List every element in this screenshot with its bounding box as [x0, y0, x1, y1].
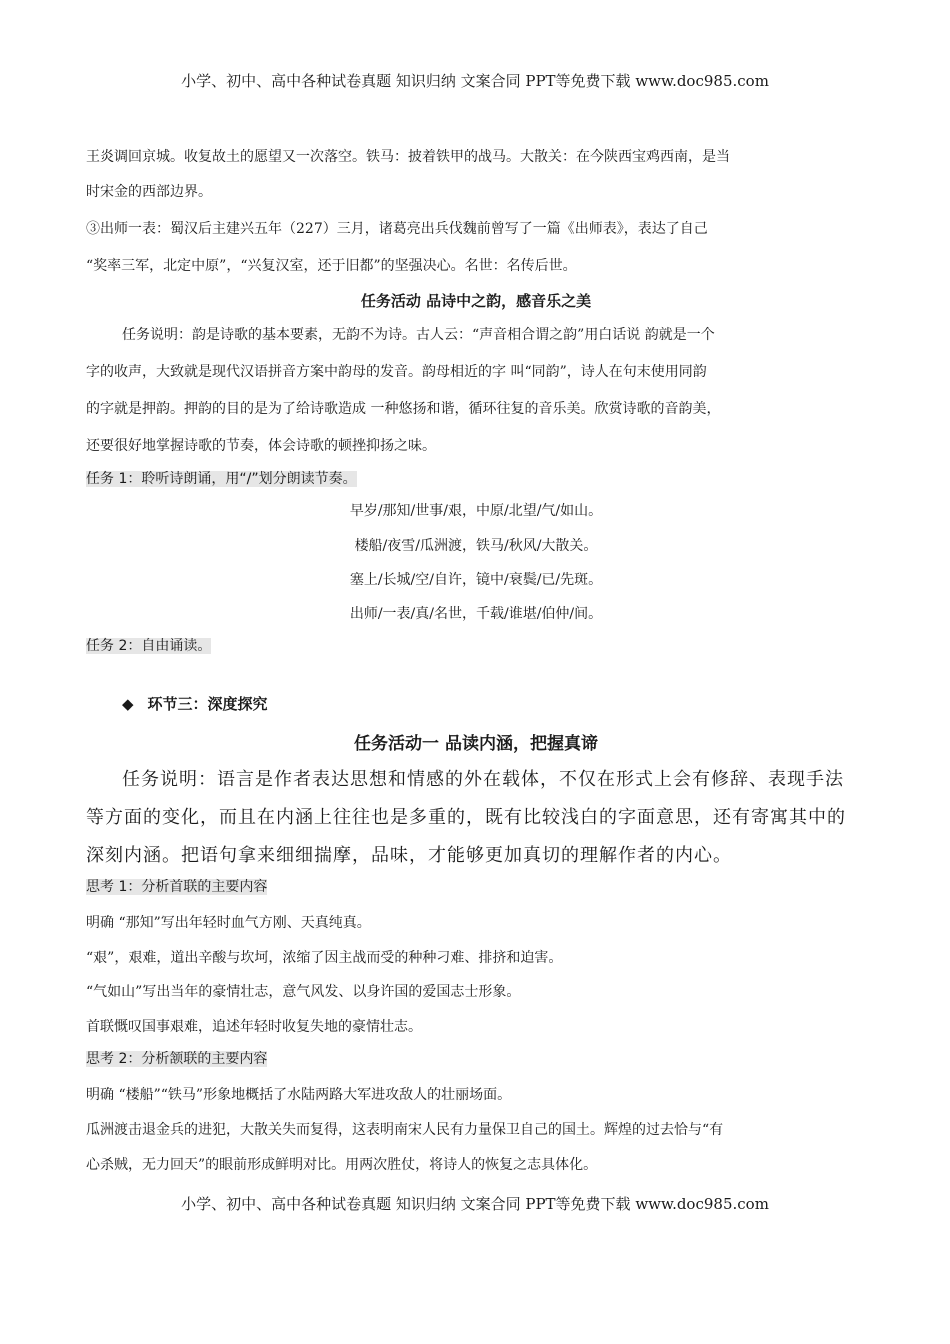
- answer-line: 心杀贼，无力回天”的眼前形成鲜明对比。用两次胜仗，将诗人的恢复之志具体化。: [86, 1157, 598, 1173]
- poem-line: 楼船/夜雪/瓜洲渡，铁马/秋风/大散关。: [354, 538, 598, 554]
- poem-line: 早岁/那知/世事/艰，中原/北望/气/如山。: [349, 503, 603, 519]
- note-line: ③出师一表：蜀汉后主建兴五年（227）三月，诸葛亮出兵伐魏前曾写了一篇《出师表》，表达了自己: [86, 221, 708, 237]
- poem-line: 塞上/长城/空/自许，镜中/衰鬓/已/先斑。: [349, 572, 603, 588]
- page-header: 小学、初中、高中各种试卷真题 知识归纳 文案合同 PPT等免费下载 www.doc985.com: [181, 72, 769, 90]
- think-1-label: 思考 1：分析首联的主要内容: [86, 879, 268, 895]
- note-line: “奖率三军，北定中原”，“兴复汉室，还于旧都”的坚强决心。名世：名传后世。: [86, 258, 577, 274]
- task-2-label: 任务 2：自由诵读。: [86, 638, 212, 654]
- activity-desc-line: 等方面的变化，而且在内涵上往往也是多重的，既有比较浅白的字面意思，还有寄寓其中的: [86, 807, 846, 828]
- note-line: 时宋金的西部边界。: [86, 184, 212, 200]
- answer-line: 明确 “那知”写出年轻时血气方刚、天真纯真。: [86, 915, 371, 931]
- answer-line: 明确 “楼船”“铁马”形象地概括了水陆两路大军进攻敌人的壮丽场面。: [86, 1087, 512, 1103]
- activity-desc-line: 深刻内涵。把语句拿来细细揣摩，品味，才能够更加真切的理解作者的内心。: [86, 845, 732, 866]
- think-2-label: 思考 2：分析颔联的主要内容: [86, 1051, 268, 1067]
- answer-line: “艰”，艰难，道出辛酸与坎坷，浓缩了因主战而受的种种刁难、排挤和迫害。: [86, 950, 563, 966]
- answer-line: 瓜洲渡击退金兵的进犯，大散关失而复得，这表明南宋人民有力量保卫自己的国土。辉煌的过去恰与“有: [86, 1122, 724, 1138]
- activity-title: 任务活动 品诗中之韵，感音乐之美: [360, 292, 592, 310]
- answer-line: “气如山”写出当年的豪情壮志，意气风发、以身许国的爱国志士形象。: [86, 984, 521, 1000]
- section-heading-text: 环节三：深度探究: [147, 695, 268, 713]
- note-line: 王炎调回京城。收复故土的愿望又一次落空。铁马：披着铁甲的战马。大散关：在今陕西宝鸡西南，是当: [86, 149, 730, 165]
- section-heading: [122, 693, 268, 714]
- activity-desc-line: 任务说明：韵是诗歌的基本要素，无韵不为诗。古人云：“声音相合谓之韵”用白话说 韵就是一个: [122, 327, 715, 343]
- activity-title: 任务活动一 品读内涵，把握真谛: [354, 734, 598, 754]
- page-footer: 小学、初中、高中各种试卷真题 知识归纳 文案合同 PPT等免费下载 www.doc985.com: [181, 1195, 769, 1213]
- activity-desc-line: 的字就是押韵。押韵的目的是为了给诗歌造成 一种悠扬和谐，循环往复的音乐美。欣赏诗歌的音韵美，: [86, 401, 721, 417]
- task-1-label: 任务 1：聆听诗朗诵，用“/”划分朗读节奏。: [86, 471, 357, 487]
- answer-line: 首联慨叹国事艰难，追述年轻时收复失地的豪情壮志。: [86, 1019, 422, 1035]
- activity-desc-line: 字的收声，大致就是现代汉语拼音方案中韵母的发音。韵母相近的字 叫“同韵”，诗人在句末使用同韵: [86, 364, 707, 380]
- poem-line: 出师/一表/真/名世，千载/谁堪/伯仲/间。: [349, 606, 603, 622]
- activity-desc-line: 还要很好地掌握诗歌的节奏，体会诗歌的顿挫抑扬之味。: [86, 438, 436, 454]
- activity-desc-line: 任务说明：语言是作者表达思想和情感的外在载体，不仅在形式上会有修辞、表现手法: [122, 769, 844, 790]
- diamond-bullet-icon: ◆: [122, 695, 134, 713]
